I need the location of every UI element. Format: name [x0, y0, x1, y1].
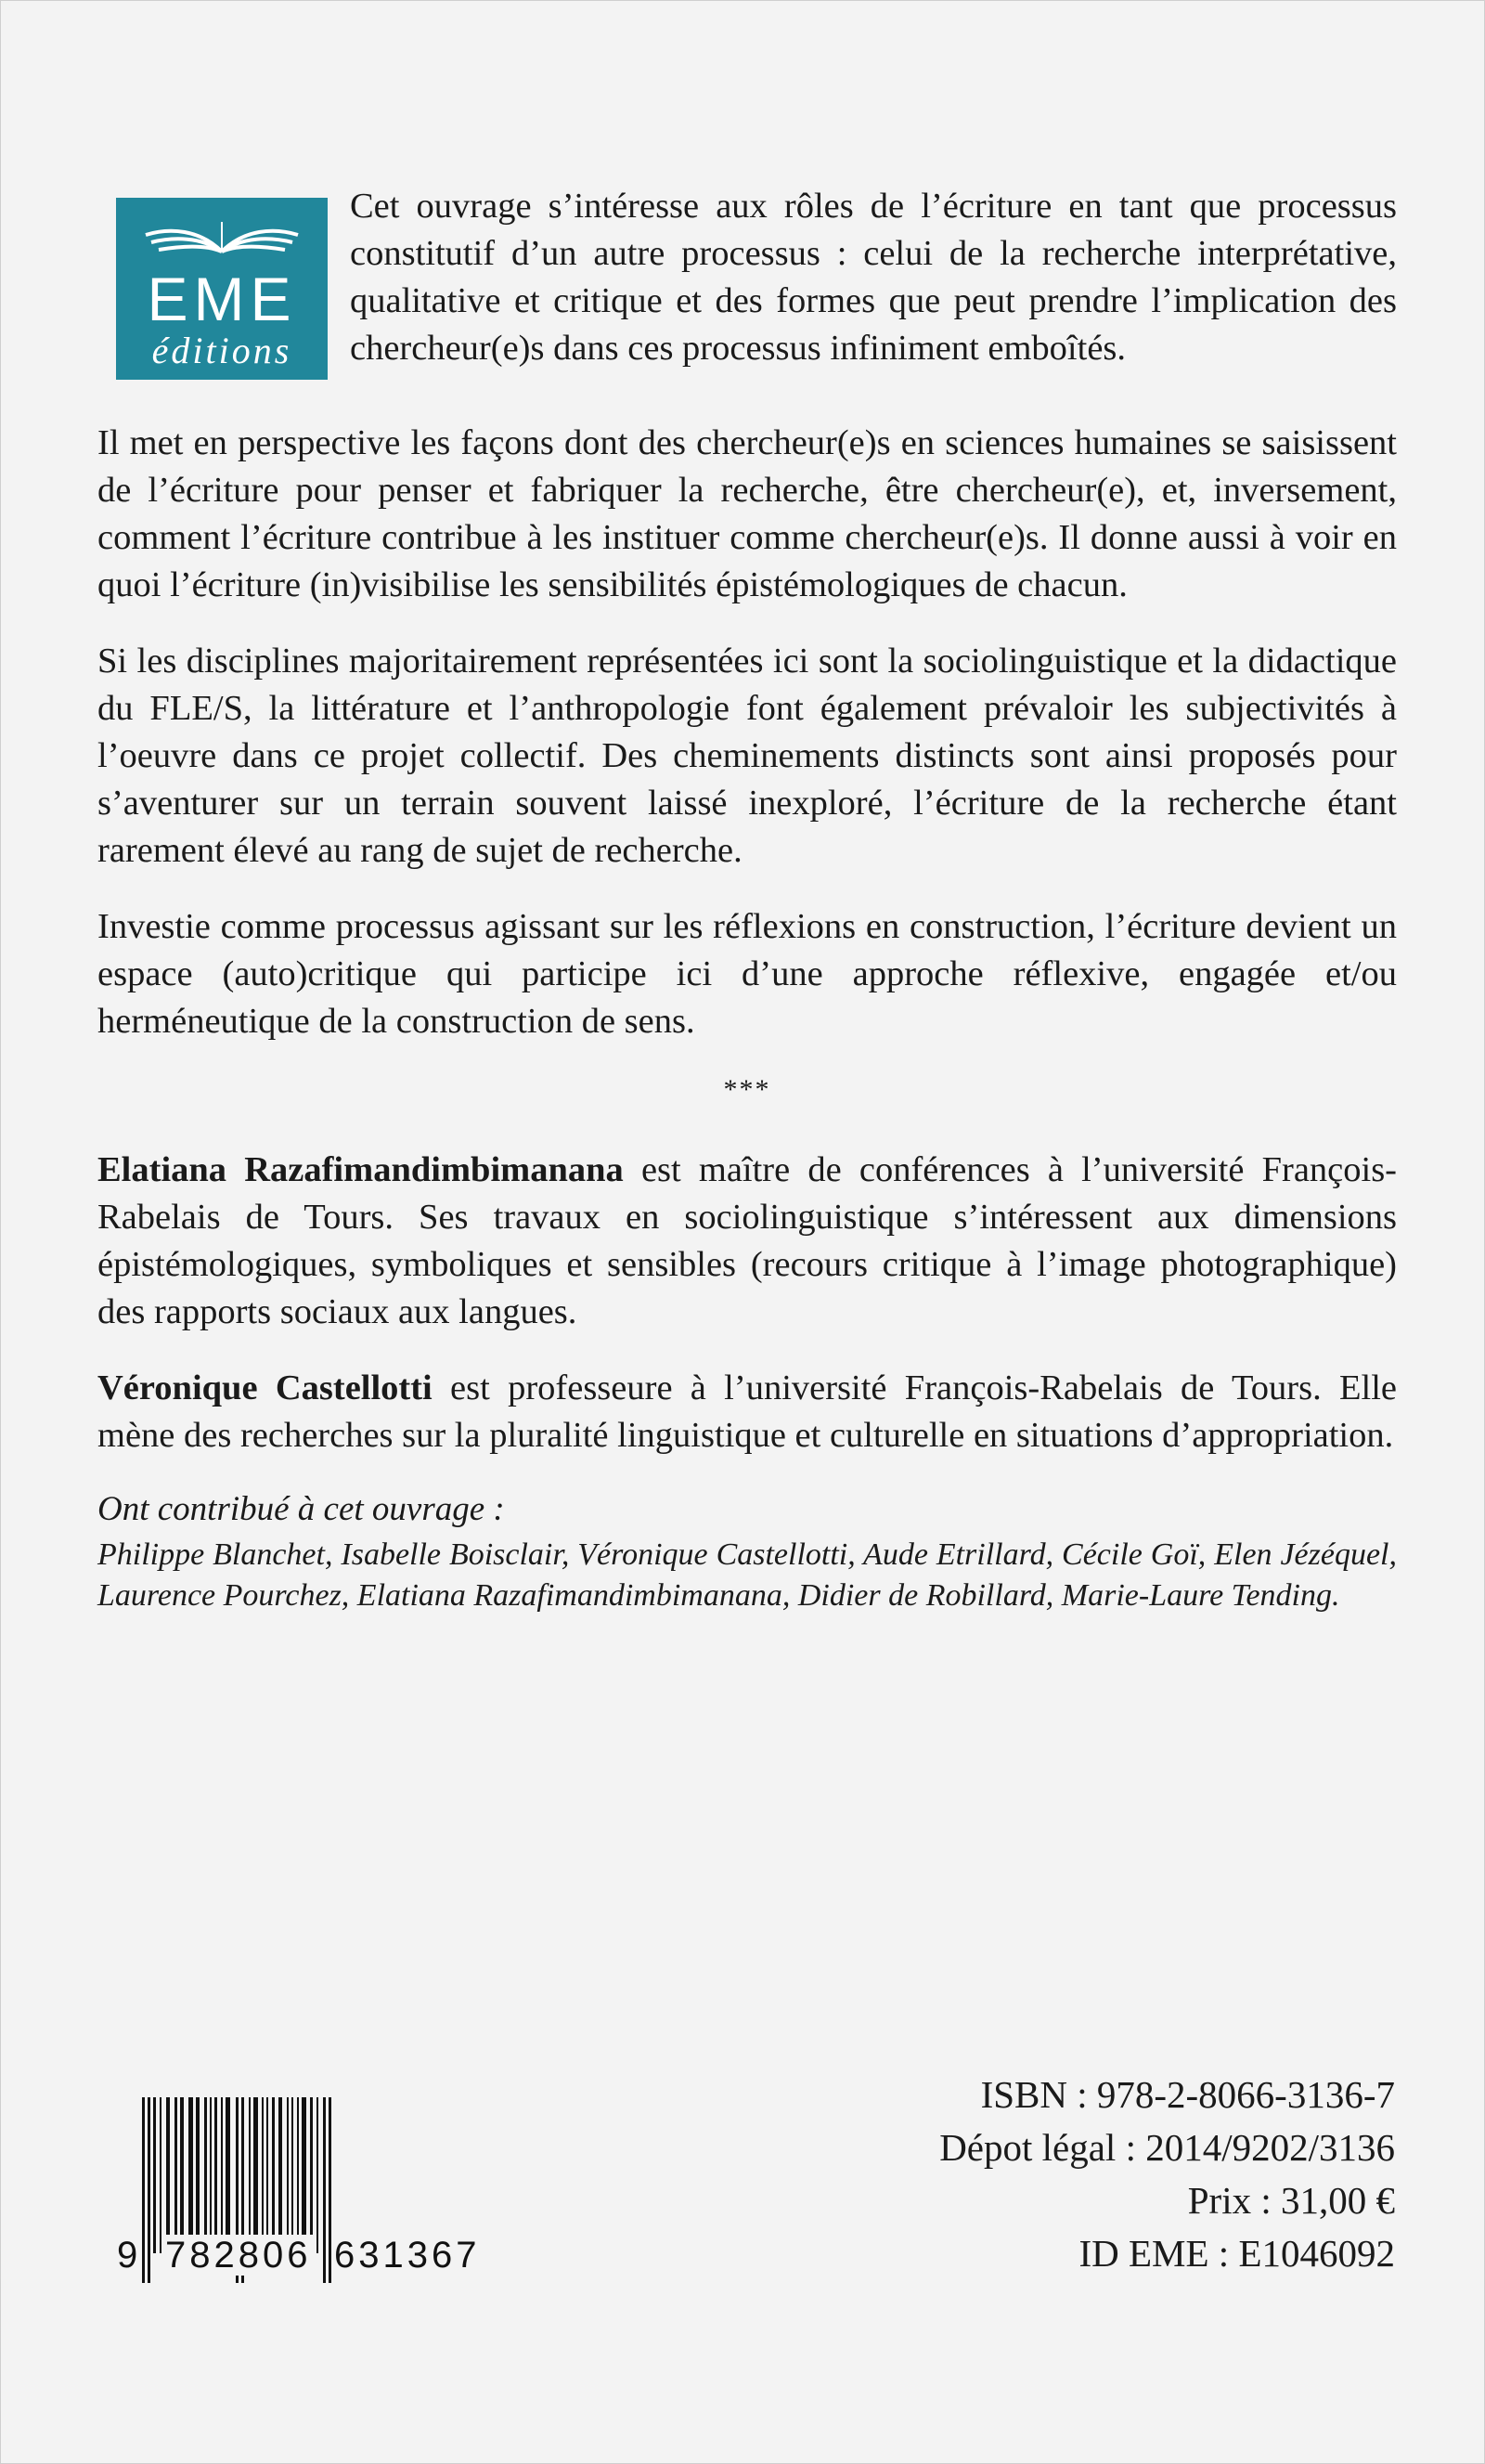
barcode-bar [226, 2097, 230, 2253]
barcode-bar [262, 2097, 264, 2253]
description-paragraph-1: Il met en perspective les façons dont des chercheur(e)s en sciences humaines se saisissent de l’écriture pour penser et fabriquer la recherche, être chercheur(e), et, inversement, comment l’écriture contribue à les instituer comme chercheur(e)s. Il donne aussi à voir en quoi l’écriture (in)visibilise les sensibilités épistémologiques de chacun. [97, 423, 1397, 604]
barcode-bar [253, 2097, 258, 2253]
contributors-list: Philippe Blanchet, Isabelle Boisclair, Véronique Castellotti, Aude Etrillard, Cécile Goï, Elen Jézéquel, Laurence Pourchez, Elatiana Razafimandimbimanana, Didier de Robillard, Marie-Laure Tending. [97, 1537, 1397, 1613]
author-name-2: Véronique Castellotti [97, 1368, 433, 1407]
barcode-bar [153, 2097, 156, 2253]
isbn-line: ISBN : 978-2-8066-3136-7 [980, 2073, 1395, 2116]
barcode-bar [180, 2097, 184, 2253]
barcode-bar [302, 2097, 306, 2253]
barcode-first-digit: 9 [114, 2235, 140, 2276]
contributors-title: Ont contribué à cet ouvrage : [97, 1490, 505, 1528]
intro-paragraph: Cet ouvrage s’intéresse aux rôles de l’écriture en tant que processus constitutif d’un autre processus : celui de la recherche interprétative, qualitative et critique et des formes que peut prendre l’implication des chercheur(e)s dans ces processus infiniment emboîtés. [350, 187, 1397, 368]
eme-id-line: ID EME : E1046092 [1078, 2232, 1395, 2275]
section-separator: *** [723, 1074, 771, 1105]
description-paragraph-2: Si les disciplines majoritairement représentées ici sont la sociolinguistique et la didactique du FLE/S, la littérature et l’anthropologie font également prévaloir les subjectivités à l’oeuvre dans ce projet collectif. Des cheminements distincts sont ainsi proposés pour s’aventurer sur un terrain souvent laissé inexploré, l’écriture de la recherche étant rarement élevé au rang de sujet de recherche. [97, 642, 1397, 870]
barcode-bar [142, 2097, 145, 2283]
eme-editions-logo [116, 198, 328, 380]
barcode-bar [272, 2097, 275, 2253]
price-line: Prix : 31,00 € [1187, 2179, 1395, 2222]
barcode-bar [188, 2097, 193, 2253]
author-bio-1 [97, 1147, 1397, 1336]
barcode-bar [278, 2097, 282, 2253]
author-text-1: est maître de conférences à l’université François-Rabelais de Tours. Ses travaux en sociolinguistique s’intéressent aux dimensions épistémologiques, symboliques et sensibles (recours critique à l’image photographique) des rapports sociaux aux langues. [97, 1150, 1397, 1331]
barcode-bar [287, 2097, 289, 2253]
author-text-2: est professeure à l’université François-Rabelais de Tours. Elle mène des recherches sur la pluralité linguistique et culturelle en situations d’appropriation. [97, 1368, 1397, 1455]
barcode-bar [196, 2097, 200, 2253]
author-bio-2 [97, 1365, 1397, 1459]
barcode-bar [204, 2097, 207, 2253]
depot-legal-line: Dépot légal : 2014/9202/3136 [939, 2126, 1395, 2169]
open-book-icon [146, 222, 298, 252]
barcode-bar [210, 2097, 212, 2253]
barcode-bar [160, 2097, 161, 2253]
barcode-bar [266, 2097, 268, 2253]
author-name-1: Elatiana Razafimandimbimanana [97, 1150, 624, 1189]
intro-block [97, 183, 1397, 420]
logo-brand: EME [147, 265, 297, 333]
barcode-left-group: 782806 [162, 2235, 314, 2276]
barcode-bar [323, 2097, 326, 2283]
barcode-bar [174, 2097, 177, 2253]
barcode-bar [310, 2097, 313, 2253]
barcode-bar [221, 2097, 223, 2253]
description-paragraph-3: Investie comme processus agissant sur les réflexions en construction, l’écriture devient un espace (auto)critique qui participe ici d’une approche réflexive, engagée et/ou herméneutique de la construction de sens. [97, 907, 1397, 1041]
barcode-bar [148, 2097, 150, 2283]
barcode-bar [316, 2097, 318, 2253]
logo-subtitle: éditions [151, 330, 292, 371]
barcode-right-group: 631367 [331, 2235, 483, 2276]
barcode-bar [249, 2097, 251, 2253]
barcode-bar [166, 2097, 170, 2253]
barcode-bar [297, 2097, 299, 2253]
back-cover-text [97, 183, 1397, 1616]
barcode-bar [214, 2097, 217, 2253]
barcode-bar [291, 2097, 293, 2253]
publication-info [939, 2068, 1395, 2280]
